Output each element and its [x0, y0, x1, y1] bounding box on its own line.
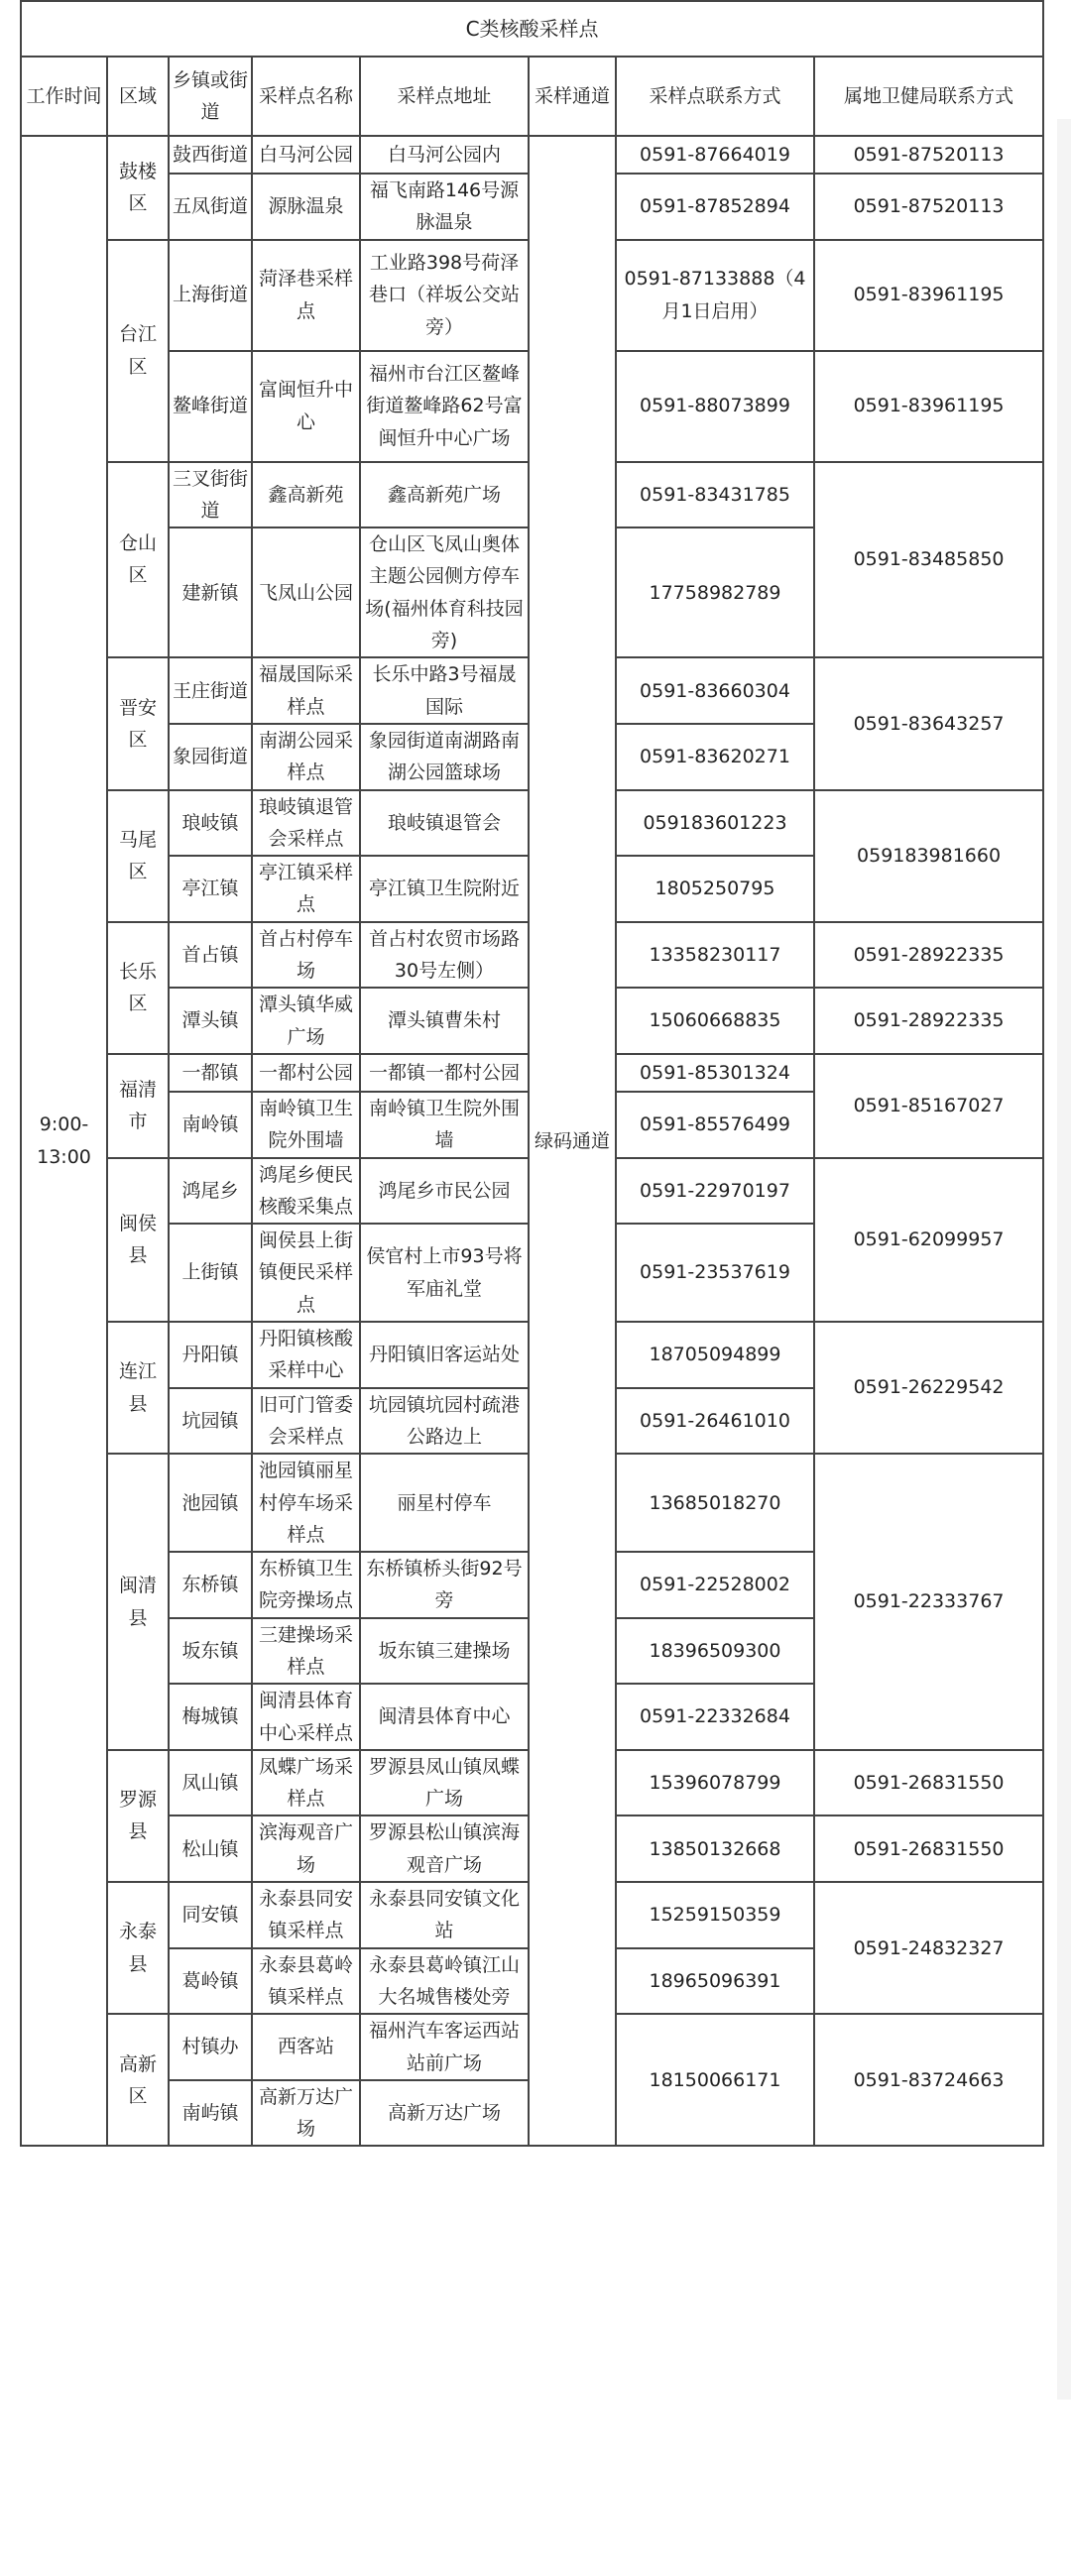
- site-address-cell: 鑫高新苑广场: [360, 462, 529, 528]
- town-cell: 梅城镇: [169, 1684, 252, 1750]
- site-name-cell: 琅岐镇退管会采样点: [252, 790, 360, 857]
- town-cell: 鸿尾乡: [169, 1158, 252, 1225]
- site-address-cell: 罗源县松山镇滨海观音广场: [360, 1815, 529, 1882]
- site-name-cell: 鸿尾乡便民核酸采集点: [252, 1158, 360, 1225]
- site-name-cell: 高新万达广场: [252, 2080, 360, 2147]
- site-address-cell: 南岭镇卫生院外围墙: [360, 1092, 529, 1158]
- header-cell: 采样点联系方式: [616, 57, 814, 136]
- site-name-cell: 闽侯县上街镇便民采样点: [252, 1224, 360, 1322]
- health-contact-cell: 0591-28922335: [814, 922, 1043, 989]
- site-address-cell: 闽清县体育中心: [360, 1684, 529, 1750]
- site-address-cell: 永泰县葛岭镇江山大名城售楼处旁: [360, 1948, 529, 2015]
- site-address-cell: 坑园镇坑园村疏港公路边上: [360, 1388, 529, 1455]
- district-cell: 福清市: [107, 1054, 169, 1158]
- site-contact-cell: 18965096391: [616, 1948, 814, 2015]
- site-name-cell: 永泰县葛岭镇采样点: [252, 1948, 360, 2015]
- site-name-cell: 南岭镇卫生院外围墙: [252, 1092, 360, 1158]
- site-name-cell: 白马河公园: [252, 136, 360, 174]
- town-cell: 三叉街街道: [169, 462, 252, 528]
- site-name-cell: 鑫高新苑: [252, 462, 360, 528]
- site-contact-cell: 0591-23537619: [616, 1224, 814, 1322]
- district-cell: 罗源县: [107, 1750, 169, 1882]
- health-contact-cell: 0591-26831550: [814, 1815, 1043, 1882]
- site-contact-cell: 0591-83660304: [616, 657, 814, 724]
- site-name-cell: 三建操场采样点: [252, 1618, 360, 1685]
- health-contact-cell: 0591-87520113: [814, 174, 1043, 240]
- site-address-cell: 鸿尾乡市民公园: [360, 1158, 529, 1225]
- site-contact-cell: 17758982789: [616, 527, 814, 657]
- site-contact-cell: 059183601223: [616, 790, 814, 857]
- work-time-cell: 9:00- 13:00: [21, 136, 107, 2146]
- site-contact-cell: 0591-22528002: [616, 1552, 814, 1618]
- site-name-cell: 丹阳镇核酸采样中心: [252, 1322, 360, 1388]
- header-cell: 区域: [107, 57, 169, 136]
- site-address-cell: 首占村农贸市场路30号左侧）: [360, 922, 529, 989]
- site-address-cell: 白马河公园内: [360, 136, 529, 174]
- site-address-cell: 象园街道南湖路南湖公园篮球场: [360, 724, 529, 790]
- site-address-cell: 长乐中路3号福晟国际: [360, 657, 529, 724]
- site-address-cell: 侯官村上市93号将军庙礼堂: [360, 1224, 529, 1322]
- site-address-cell: 高新万达广场: [360, 2080, 529, 2147]
- site-contact-cell: 15396078799: [616, 1750, 814, 1816]
- channel-cell: 绿码通道: [529, 136, 616, 2146]
- site-contact-cell: 0591-87852894: [616, 174, 814, 240]
- site-address-cell: 琅岐镇退管会: [360, 790, 529, 857]
- town-cell: 王庄街道: [169, 657, 252, 724]
- header-cell: 属地卫健局联系方式: [814, 57, 1043, 136]
- town-cell: 南岭镇: [169, 1092, 252, 1158]
- town-cell: 象园街道: [169, 724, 252, 790]
- site-name-cell: 福晟国际采样点: [252, 657, 360, 724]
- site-address-cell: 一都镇一都村公园: [360, 1054, 529, 1092]
- health-contact-cell: 0591-83724663: [814, 2014, 1043, 2146]
- town-cell: 潭头镇: [169, 988, 252, 1054]
- header-cell: 采样点名称: [252, 57, 360, 136]
- site-address-cell: 工业路398号荷泽巷口（祥坂公交站旁）: [360, 240, 529, 351]
- town-cell: 坑园镇: [169, 1388, 252, 1455]
- health-contact-cell: 059183981660: [814, 790, 1043, 922]
- site-address-cell: 亭江镇卫生院附近: [360, 856, 529, 922]
- town-cell: 葛岭镇: [169, 1948, 252, 2015]
- site-name-cell: 永泰县同安镇采样点: [252, 1882, 360, 1948]
- site-name-cell: 旧可门管委会采样点: [252, 1388, 360, 1455]
- background-strip: [1057, 119, 1071, 2400]
- header-cell: 工作时间: [21, 57, 107, 136]
- district-cell: 晋安区: [107, 657, 169, 789]
- header-cell: 乡镇或街道: [169, 57, 252, 136]
- site-contact-cell: 18150066171: [616, 2014, 814, 2146]
- table-row: [21, 136, 1043, 174]
- header-cell: 采样通道: [529, 57, 616, 136]
- town-cell: 丹阳镇: [169, 1322, 252, 1388]
- town-cell: 建新镇: [169, 527, 252, 657]
- town-cell: 东桥镇: [169, 1552, 252, 1618]
- site-contact-cell: 0591-87664019: [616, 136, 814, 174]
- site-contact-cell: 15060668835: [616, 988, 814, 1054]
- site-contact-cell: 0591-88073899: [616, 351, 814, 462]
- site-address-cell: 丹阳镇旧客运站处: [360, 1322, 529, 1388]
- health-contact-cell: 0591-83961195: [814, 240, 1043, 351]
- site-name-cell: 南湖公园采样点: [252, 724, 360, 790]
- town-cell: 鼓西街道: [169, 136, 252, 174]
- health-contact-cell: 0591-62099957: [814, 1158, 1043, 1322]
- town-cell: 上海街道: [169, 240, 252, 351]
- district-cell: 马尾区: [107, 790, 169, 922]
- district-cell: 永泰县: [107, 1882, 169, 2014]
- site-address-cell: 丽星村停车: [360, 1454, 529, 1552]
- health-contact-cell: 0591-26229542: [814, 1322, 1043, 1454]
- town-cell: 池园镇: [169, 1454, 252, 1552]
- site-address-cell: 福州市台江区鳌峰街道鳌峰路62号富闽恒升中心广场: [360, 351, 529, 462]
- site-name-cell: 源脉温泉: [252, 174, 360, 240]
- site-contact-cell: 13685018270: [616, 1454, 814, 1552]
- site-name-cell: 富闽恒升中心: [252, 351, 360, 462]
- health-contact-cell: 0591-22333767: [814, 1454, 1043, 1750]
- site-contact-cell: 0591-85301324: [616, 1054, 814, 1092]
- health-contact-cell: 0591-28922335: [814, 988, 1043, 1054]
- site-name-cell: 凤蝶广场采样点: [252, 1750, 360, 1816]
- site-name-cell: 亭江镇采样点: [252, 856, 360, 922]
- town-cell: 首占镇: [169, 922, 252, 989]
- health-contact-cell: 0591-24832327: [814, 1882, 1043, 2014]
- site-contact-cell: 0591-26461010: [616, 1388, 814, 1455]
- site-contact-cell: 0591-85576499: [616, 1092, 814, 1158]
- site-contact-cell: 0591-83620271: [616, 724, 814, 790]
- health-contact-cell: 0591-83643257: [814, 657, 1043, 789]
- town-cell: 坂东镇: [169, 1618, 252, 1685]
- site-contact-cell: 1805250795: [616, 856, 814, 922]
- site-contact-cell: 0591-22970197: [616, 1158, 814, 1225]
- town-cell: 南屿镇: [169, 2080, 252, 2147]
- health-contact-cell: 0591-85167027: [814, 1054, 1043, 1158]
- table-title: C类核酸采样点: [21, 1, 1043, 57]
- site-name-cell: 闽清县体育中心采样点: [252, 1684, 360, 1750]
- district-cell: 连江县: [107, 1322, 169, 1454]
- district-cell: 仓山区: [107, 462, 169, 658]
- health-contact-cell: 0591-83961195: [814, 351, 1043, 462]
- district-cell: 鼓楼区: [107, 136, 169, 240]
- site-address-cell: 福州汽车客运西站站前广场: [360, 2014, 529, 2080]
- site-address-cell: 东桥镇桥头街92号旁: [360, 1552, 529, 1618]
- site-address-cell: 仓山区飞凤山奥体主题公园侧方停车场(福州体育科技园旁): [360, 527, 529, 657]
- town-cell: 亭江镇: [169, 856, 252, 922]
- site-name-cell: 菏泽巷采样点: [252, 240, 360, 351]
- town-cell: 凤山镇: [169, 1750, 252, 1816]
- site-name-cell: 东桥镇卫生院旁操场点: [252, 1552, 360, 1618]
- town-cell: 一都镇: [169, 1054, 252, 1092]
- site-name-cell: 首占村停车场: [252, 922, 360, 989]
- title-row: [21, 1, 1043, 57]
- site-name-cell: 潭头镇华威广场: [252, 988, 360, 1054]
- site-address-cell: 坂东镇三建操场: [360, 1618, 529, 1685]
- town-cell: 上街镇: [169, 1224, 252, 1322]
- header-row: [21, 57, 1043, 136]
- site-address-cell: 永泰县同安镇文化站: [360, 1882, 529, 1948]
- town-cell: 琅岐镇: [169, 790, 252, 857]
- site-address-cell: 潭头镇曹朱村: [360, 988, 529, 1054]
- site-contact-cell: 13850132668: [616, 1815, 814, 1882]
- health-contact-cell: 0591-83485850: [814, 462, 1043, 658]
- health-contact-cell: 0591-87520113: [814, 136, 1043, 174]
- site-address-cell: 福飞南路146号源脉温泉: [360, 174, 529, 240]
- district-cell: 台江区: [107, 240, 169, 462]
- sampling-table: [20, 0, 1044, 2147]
- site-contact-cell: 0591-87133888（4月1日启用）: [616, 240, 814, 351]
- site-contact-cell: 18705094899: [616, 1322, 814, 1388]
- site-contact-cell: 0591-83431785: [616, 462, 814, 528]
- site-name-cell: 池园镇丽星村停车场采样点: [252, 1454, 360, 1552]
- town-cell: 五凤街道: [169, 174, 252, 240]
- site-address-cell: 罗源县凤山镇凤蝶广场: [360, 1750, 529, 1816]
- town-cell: 鳌峰街道: [169, 351, 252, 462]
- district-cell: 闽侯县: [107, 1158, 169, 1322]
- town-cell: 村镇办: [169, 2014, 252, 2080]
- town-cell: 松山镇: [169, 1815, 252, 1882]
- table-body: [21, 1, 1043, 2146]
- site-name-cell: 飞凤山公园: [252, 527, 360, 657]
- site-contact-cell: 18396509300: [616, 1618, 814, 1685]
- header-cell: 采样点地址: [360, 57, 529, 136]
- town-cell: 同安镇: [169, 1882, 252, 1948]
- site-contact-cell: 0591-22332684: [616, 1684, 814, 1750]
- district-cell: 高新区: [107, 2014, 169, 2146]
- site-name-cell: 滨海观音广场: [252, 1815, 360, 1882]
- site-contact-cell: 13358230117: [616, 922, 814, 989]
- district-cell: 闽清县: [107, 1454, 169, 1750]
- site-name-cell: 一都村公园: [252, 1054, 360, 1092]
- district-cell: 长乐区: [107, 922, 169, 1054]
- site-name-cell: 西客站: [252, 2014, 360, 2080]
- health-contact-cell: 0591-26831550: [814, 1750, 1043, 1816]
- site-contact-cell: 15259150359: [616, 1882, 814, 1948]
